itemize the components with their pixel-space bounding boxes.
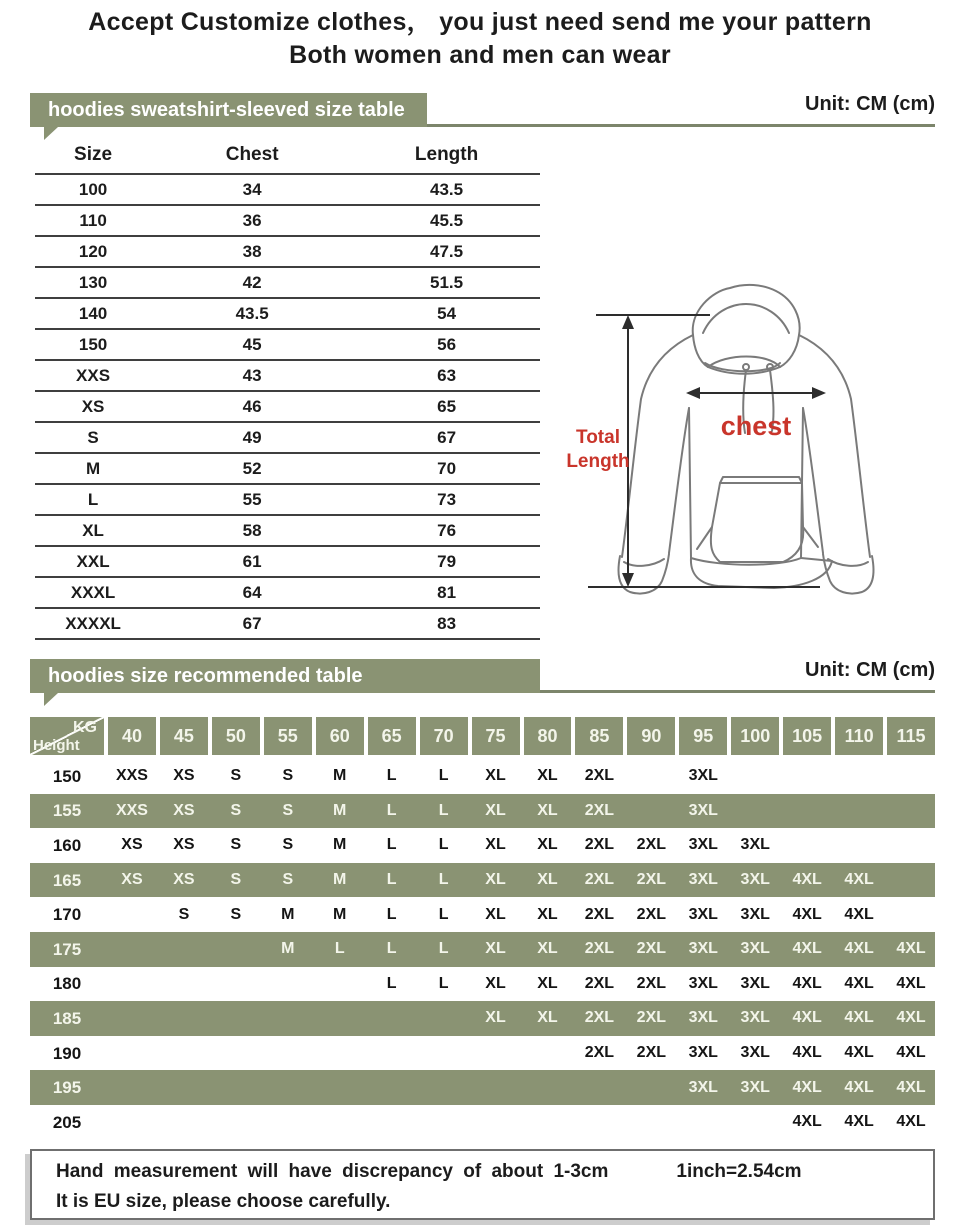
total-length-label: Total Length [566,427,630,472]
size-table-row [35,267,540,298]
size-recommend-cell: XL [485,905,506,923]
height-label: 185 [52,1008,82,1028]
size-recommend-cell: 2XL [584,801,615,819]
size-recommend-cell: 4XL [844,1078,874,1096]
size-recommend-cell: 4XL [844,1009,874,1027]
unit-label: Unit: CM (cm) [805,93,935,115]
size-recommend-cell: 3XL [688,940,718,958]
size-recommend-cell: M [333,836,347,854]
size-recommend-cell: XL [537,905,558,923]
size-recommend-cell: L [386,905,397,923]
size-table-cell: 140 [35,298,151,329]
size-recommend-cell: 2XL [636,871,667,889]
size-recommend-cell: 2XL [584,836,615,854]
size-recommend-cell: 3XL [740,871,770,889]
matrix-row [30,1001,935,1036]
size-recommend-cell: XL [485,836,506,854]
size-recommend-cell: XL [485,940,506,958]
matrix-row [30,897,935,932]
size-recommend-cell: M [281,940,295,958]
size-recommend-cell: XS [173,871,195,889]
title-line-1: Accept Customize clothes， you just need send me your pattern [88,8,872,36]
size-table-banner [30,93,427,127]
size-recommend-cell: 2XL [584,871,615,889]
size-table-row [35,453,540,484]
size-recommend-cell: XL [537,1009,558,1027]
weight-header-cell: 40 [108,717,156,755]
size-recommend-cell: 3XL [740,905,770,923]
size-table-row [35,515,540,546]
size-recommend-cell: 4XL [844,1113,874,1131]
chest-label: chest [720,411,792,441]
size-recommend-cell: XL [537,871,558,889]
size-recommend-cell: L [438,871,449,889]
recommend-banner [30,659,540,693]
size-table-row [35,236,540,267]
size-table-header-row [35,137,540,174]
size-table-cell: 55 [151,484,353,515]
recommend-banner-label: hoodies size recommended table [48,665,363,687]
banner-tail [44,693,58,706]
size-recommend-cell: XL [537,836,558,854]
size-recommend-cell: XL [485,871,506,889]
size-table-row [35,577,540,608]
recommend-matrix [30,717,935,1140]
weight-header-cell: 70 [420,717,468,755]
size-table-cell: 79 [353,546,540,577]
size-recommend-cell: 4XL [896,1044,926,1062]
size-recommend-cell: XS [121,871,143,889]
hoodie-diagram [540,137,960,640]
matrix-row [30,759,935,794]
size-table-row [35,329,540,360]
size-recommend-cell: 4XL [792,871,822,889]
size-recommend-cell: 2XL [584,940,615,958]
size-recommend-cell: 2XL [584,1044,615,1062]
size-table-row [35,422,540,453]
size-recommend-cell: 2XL [636,940,667,958]
size-table-cell: XXXL [35,577,151,608]
size-recommend-cell: M [333,871,347,889]
size-recommend-cell: XL [485,974,506,992]
size-table-cell: 67 [353,422,540,453]
weight-header-cell: 90 [627,717,675,755]
size-recommend-cell: 4XL [792,1113,822,1131]
size-recommend-cell: XXS [115,767,148,785]
size-recommend-cell: XS [173,767,195,785]
weight-header-cell: 45 [160,717,208,755]
size-recommend-cell: L [386,767,397,785]
size-table-cell: 45.5 [353,205,540,236]
size-table-cell: XXL [35,546,151,577]
weight-header-cell: 115 [887,717,935,755]
title-line-2: Both women and men can wear [289,41,671,69]
size-table-row [35,546,540,577]
size-recommend-cell: 3XL [740,974,770,992]
size-recommend-cell: XL [485,801,506,819]
size-table-cell: 42 [151,267,353,298]
size-table-cell: 64 [151,577,353,608]
corner-height-label: Height [33,737,80,754]
height-label: 155 [52,801,82,821]
size-table-cell: 120 [35,236,151,267]
height-label: 160 [52,835,82,855]
size-recommend-cell: 3XL [688,767,718,785]
matrix-row [30,967,935,1002]
size-recommend-cell: S [178,905,190,923]
size-recommend-cell: M [333,801,347,819]
size-recommend-cell: L [386,836,397,854]
height-label: 165 [52,870,82,890]
size-table-cell: 36 [151,205,353,236]
height-label: 170 [52,905,82,925]
size-table-row [35,205,540,236]
size-recommend-cell: S [230,767,242,785]
size-table-cell: 150 [35,329,151,360]
weight-header-cell: 95 [679,717,727,755]
size-recommend-cell: L [438,940,449,958]
size-table-section-head [30,93,935,127]
weight-header-cell: 55 [264,717,312,755]
size-table-cell: 43.5 [151,298,353,329]
size-table-cell: 130 [35,267,151,298]
size-recommend-cell: XXS [115,801,148,819]
size-table-cell: 43.5 [353,174,540,205]
size-recommend-cell: 3XL [688,801,718,819]
footer-line-1 [56,1160,923,1183]
size-table-cell: 56 [353,329,540,360]
size-recommend-cell: XL [537,801,558,819]
size-recommend-cell: 4XL [844,940,874,958]
matrix-header [30,717,935,755]
size-table [35,137,540,640]
size-recommend-cell: 3XL [688,974,718,992]
size-table-cell: 63 [353,360,540,391]
size-recommend-cell: 4XL [896,1078,926,1096]
size-table-cell: 100 [35,174,151,205]
matrix-row [30,794,935,829]
size-table-cell: 61 [151,546,353,577]
size-table-cell: 51.5 [353,267,540,298]
size-recommend-cell: 3XL [688,905,718,923]
weight-header-cell: 85 [575,717,623,755]
size-recommend-cell: 2XL [636,905,667,923]
size-recommend-cell: 3XL [688,1009,718,1027]
size-recommend-cell: 4XL [792,974,822,992]
banner-tail [44,127,58,140]
size-recommend-cell: 3XL [740,1078,770,1096]
height-label: 180 [52,974,82,994]
size-recommend-cell: XS [173,801,195,819]
size-table-cell: 38 [151,236,353,267]
size-recommend-cell: 3XL [740,940,770,958]
size-table-cell: 73 [353,484,540,515]
hoodie-illustration [540,275,960,615]
size-recommend-cell: S [230,871,242,889]
size-recommend-cell: XS [121,836,143,854]
col-header-size: Size [35,137,151,174]
footer-line-2: It is EU size, please choose carefully. [56,1190,391,1212]
size-table-row [35,174,540,205]
size-table-cell: 34 [151,174,353,205]
size-recommend-cell: L [386,974,397,992]
size-recommend-cell: 2XL [584,767,615,785]
size-table-cell: 58 [151,515,353,546]
size-recommend-cell: 4XL [792,940,822,958]
size-table-banner-label: hoodies sweatshirt-sleeved size table [48,99,405,121]
size-recommend-cell: 2XL [584,1009,615,1027]
size-recommend-cell: 2XL [636,1009,667,1027]
size-recommend-cell: S [282,801,294,819]
size-recommend-cell: 4XL [792,1078,822,1096]
size-recommend-cell: 2XL [636,974,667,992]
size-recommend-cell: 4XL [896,1009,926,1027]
size-recommend-cell: 4XL [844,1044,874,1062]
recommend-section-head [30,659,935,693]
size-recommend-cell: S [230,905,242,923]
size-table-cell: 46 [151,391,353,422]
size-table-cell: 45 [151,329,353,360]
size-recommend-cell: XL [485,1009,506,1027]
size-recommend-cell: 4XL [896,974,926,992]
size-recommend-cell: 2XL [584,974,615,992]
size-table-cell: 52 [151,453,353,484]
size-recommend-cell: 3XL [740,1009,770,1027]
height-label: 205 [52,1112,82,1132]
size-table-body [35,174,540,639]
matrix-row [30,1036,935,1071]
weight-header-cell: 110 [835,717,883,755]
size-recommend-cell: 4XL [792,1009,822,1027]
height-label: 190 [52,1043,82,1063]
size-recommend-cell: L [438,801,449,819]
size-table-row [35,484,540,515]
size-table-row [35,391,540,422]
page-title [0,0,960,72]
size-recommend-cell: XL [537,767,558,785]
size-table-cell: 49 [151,422,353,453]
matrix-row [30,1105,935,1140]
kg-height-corner-cell [30,717,104,755]
size-recommend-cell: 4XL [844,905,874,923]
size-table-cell: 110 [35,205,151,236]
size-table-row [35,360,540,391]
size-recommend-cell: 3XL [740,1044,770,1062]
size-recommend-cell: S [282,767,294,785]
size-table-cell: L [35,484,151,515]
size-recommend-cell: L [438,767,449,785]
size-recommend-cell: M [333,767,347,785]
size-recommend-cell: S [282,871,294,889]
weight-header-cell: 100 [731,717,779,755]
size-recommend-cell: S [282,836,294,854]
size-recommend-cell: 4XL [844,974,874,992]
height-label: 175 [52,939,82,959]
size-table-cell: 43 [151,360,353,391]
footer-note [30,1149,935,1220]
size-recommend-cell: 4XL [844,871,874,889]
size-recommend-cell: L [386,801,397,819]
weight-header-cell: 75 [472,717,520,755]
size-recommend-cell: L [386,940,397,958]
size-recommend-cell: 2XL [584,905,615,923]
inch-conversion: 1inch=2.54cm [676,1160,802,1182]
size-table-cell: S [35,422,151,453]
unit-label: Unit: CM (cm) [805,659,935,681]
size-recommend-cell: XL [485,767,506,785]
height-label: 195 [52,1078,82,1098]
size-recommend-cell: 3XL [740,836,770,854]
matrix-row [30,1070,935,1105]
size-recommend-cell: L [386,871,397,889]
corner-kg-label: KG [73,719,97,736]
size-recommend-cell: 4XL [792,905,822,923]
size-table-cell: 70 [353,453,540,484]
col-header-length: Length [353,137,540,174]
size-recommend-cell: 4XL [896,1113,926,1131]
size-table-cell: 47.5 [353,236,540,267]
size-table-cell: 65 [353,391,540,422]
size-recommend-cell: 4XL [792,1044,822,1062]
size-table-cell: M [35,453,151,484]
weight-header-cell: 50 [212,717,260,755]
size-recommend-cell: L [438,905,449,923]
matrix-row [30,863,935,898]
size-table-cell: XL [35,515,151,546]
size-recommend-cell: L [334,940,345,958]
size-table-row [35,298,540,329]
size-table-content [0,137,960,640]
size-table-cell: XXS [35,360,151,391]
size-recommend-cell: XL [537,940,558,958]
weight-header-cell: 80 [524,717,572,755]
size-recommend-cell: L [438,836,449,854]
size-recommend-cell: XL [537,974,558,992]
size-table-cell: 83 [353,608,540,639]
size-recommend-cell: 4XL [896,940,926,958]
size-recommend-cell: L [438,974,449,992]
size-recommend-cell: S [230,836,242,854]
matrix-body [30,759,935,1140]
size-table-row [35,608,540,639]
size-table-cell: 76 [353,515,540,546]
size-recommend-cell: S [230,801,242,819]
size-recommend-cell: 3XL [688,836,718,854]
height-label: 150 [52,766,82,786]
measurement-note: Hand measurement will have discrepancy of about 1-3cm [56,1160,609,1182]
size-table-cell: XS [35,391,151,422]
weight-header-cell: 105 [783,717,831,755]
size-recommend-cell: 3XL [688,1078,718,1096]
size-recommend-cell: M [333,905,347,923]
size-recommend-cell: M [281,905,295,923]
size-table-cell: XXXXL [35,608,151,639]
weight-header-cell: 65 [368,717,416,755]
weight-header-cell: 60 [316,717,364,755]
matrix-row [30,828,935,863]
size-recommend-cell: XS [173,836,195,854]
col-header-chest: Chest [151,137,353,174]
size-table-cell: 54 [353,298,540,329]
size-recommend-cell: 3XL [688,1044,718,1062]
size-table-cell: 67 [151,608,353,639]
size-recommend-cell: 2XL [636,836,667,854]
size-recommend-cell: 2XL [636,1044,667,1062]
size-table-cell: 81 [353,577,540,608]
size-recommend-cell: 3XL [688,871,718,889]
matrix-row [30,932,935,967]
